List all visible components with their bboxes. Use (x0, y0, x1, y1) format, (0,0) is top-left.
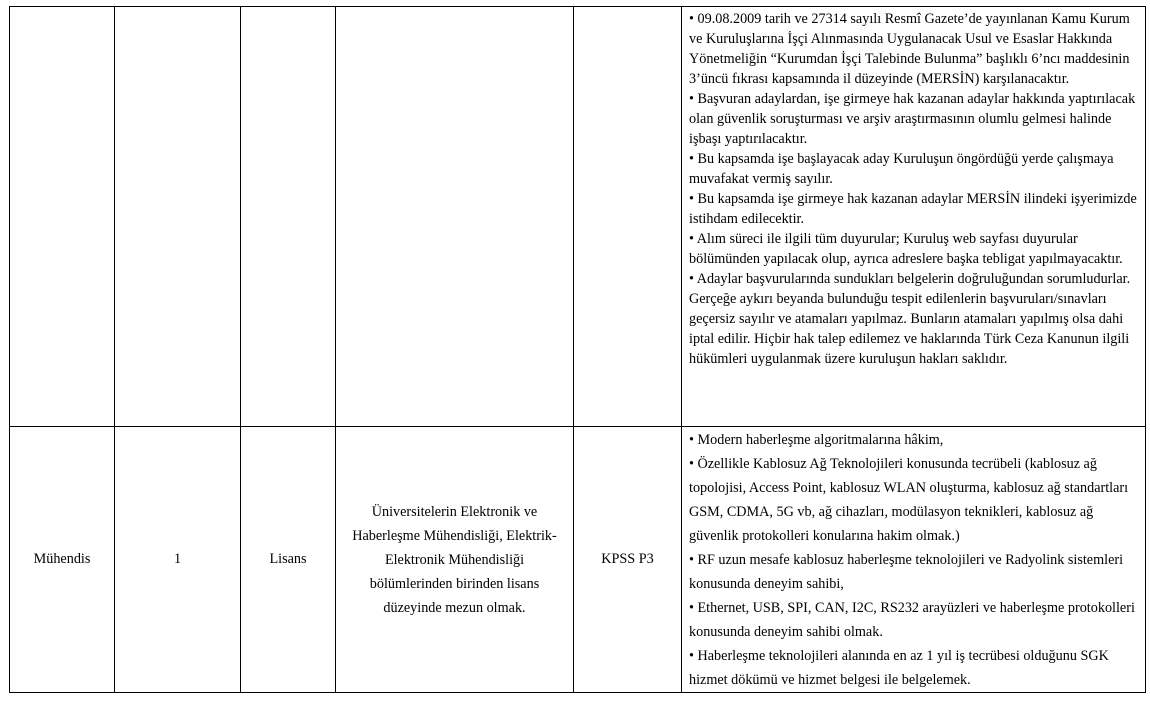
requirement-item: • Başvuran adaylardan, işe girmeye hak kazanan adaylar hakkında yaptırılacak olan güvenlik soruşturması ve arşiv araştırmasının olumlu gelmesi halinde işbaşı yaptırılacaktır. (689, 91, 1136, 147)
education-level-cell (241, 7, 336, 427)
requirement-item: • Ethernet, USB, SPI, CAN, I2C, RS232 arayüzleri ve haberleşme protokolleri konusunda deneyim sahibi olmak. (689, 600, 1135, 640)
requirement-item: • Alım süreci ile ilgili tüm duyurular; Kuruluş web sayfası duyurular bölümünden yapılacak olup, ayrıca adreslere başka tebligat yapılmayacaktır. (689, 231, 1123, 267)
department-cell (336, 7, 574, 427)
requirement-item: • 09.08.2009 tarih ve 27314 sayılı Resmî Gazete’de yayınlanan Kamu Kurum ve Kuruluşlarına İşçi Alınmasında Uygulanacak Usul ve Esaslar Hakkında Yönetmeliğin “Kurumdan İşçi Talebinde Bulunma” başlıklı 6’ncı maddesinin 3’üncü fıkrası kapsamında il düzeyinde (MERSİN) karşılanacaktır. (689, 11, 1130, 87)
requirements-cell (682, 427, 1146, 693)
table-row (10, 7, 1146, 427)
job-requirements-table (9, 6, 1146, 693)
requirement-item: • Bu kapsamda işe başlayacak aday Kuruluşun öngördüğü yerde çalışmaya muvafakat vermiş sayılır. (689, 151, 1114, 187)
exam-type-cell: KPSS P3 (574, 427, 682, 693)
table-row (10, 427, 1146, 693)
position-count-cell (115, 7, 241, 427)
requirements-cell (682, 7, 1146, 427)
position-title-cell: Mühendis (10, 427, 115, 693)
education-level-cell: Lisans (241, 427, 336, 693)
position-count-cell: 1 (115, 427, 241, 693)
requirement-item: • Özellikle Kablosuz Ağ Teknolojileri konusunda tecrübeli (kablosuz ağ topolojisi, Access Point, kablosuz WLAN oluşturma, kablosuz ağ standartları GSM, CDMA, 5G vb, ağ cihazları, modülasyon teknikleri, kablosuz ağ güvenlik protokolleri konularına hakim olmak.) (689, 456, 1129, 544)
requirement-item: • Haberleşme teknolojileri alanında en az 1 yıl iş tecrübesi olduğunu SGK hizmet dökümü ve hizmet belgesi ile belgelemek. (689, 648, 1109, 688)
requirement-item: • Adaylar başvurularında sundukları belgelerin doğruluğundan sorumludurlar. Gerçeğe aykırı beyanda bulunduğu tespit edilenlerin başvuruları/sınavları geçersiz sayılır ve atamaları yapılmaz. Bunların atamaları yapılmış olsa dahi iptal edilir. Hiçbir hak talep edilemez ve haklarında Türk Ceza Kanunun ilgili hükümleri uygulanmak üzere kuruluşun hakları saklıdır. (689, 271, 1131, 367)
requirement-item: • Modern haberleşme algoritmalarına hâkim, (689, 432, 944, 448)
exam-type-cell (574, 7, 682, 427)
requirement-item: • RF uzun mesafe kablosuz haberleşme teknolojileri ve Radyolink sistemleri konusunda deneyim sahibi, (689, 552, 1124, 592)
requirement-item: • Bu kapsamda işe girmeye hak kazanan adaylar MERSİN ilindeki işyerimizde istihdam edilecektir. (689, 191, 1137, 227)
position-title-cell (10, 7, 115, 427)
department-cell: Üniversitelerin Elektronik ve Haberleşme Mühendisliği, Elektrik-Elektronik Mühendisliği bölümlerinden birinden lisans düzeyinde mezun olmak. (336, 427, 574, 693)
